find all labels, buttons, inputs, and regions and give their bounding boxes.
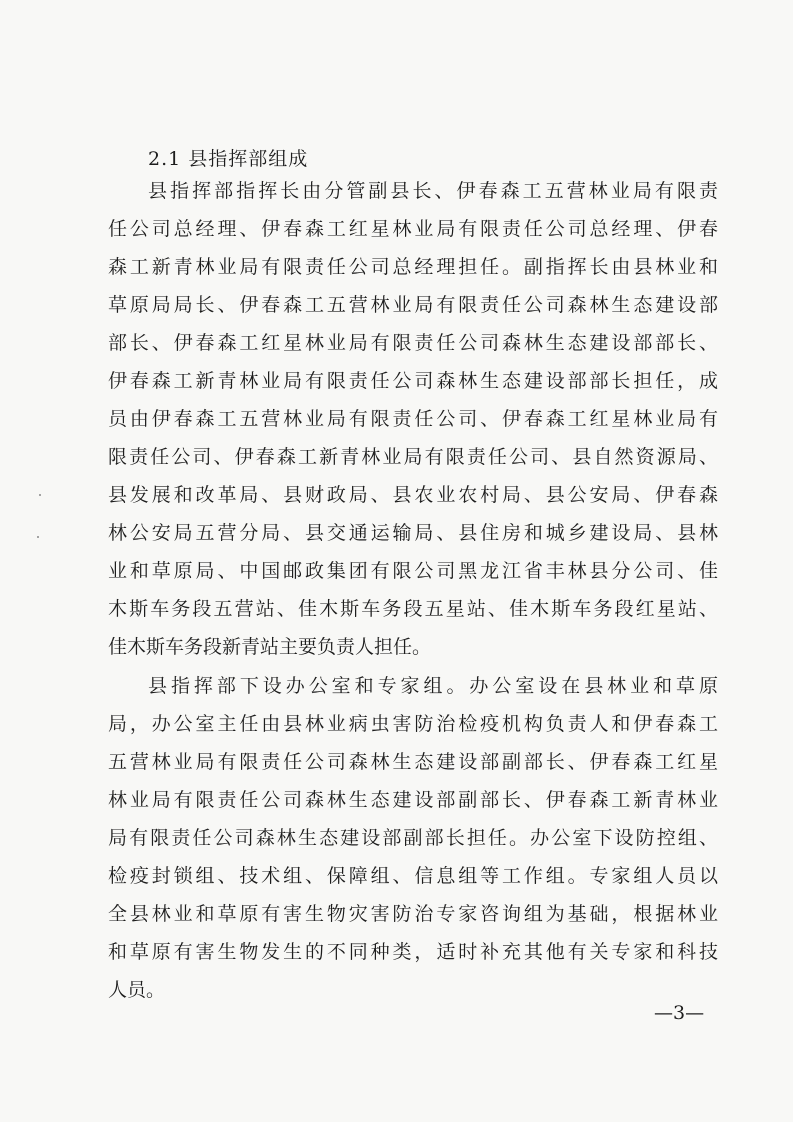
paragraph-line: 全县林业和草原有害生物灾害防治专家咨询组为基础，根据林业 <box>108 903 718 925</box>
paragraph-line: 五营林业局有限责任公司森林生态建设部副部长、伊春森工红星 <box>108 751 718 773</box>
scan-speck <box>37 536 39 538</box>
section-heading: 2.1 县指挥部组成 <box>148 148 309 170</box>
paragraph-line: 人员。 <box>108 979 166 1001</box>
paragraph-line: 检疫封锁组、技术组、保障组、信息组等工作组。专家组人员以 <box>108 865 718 887</box>
paragraph-line: 木斯车务段五营站、佳木斯车务段五星站、佳木斯车务段红星站、 <box>108 598 718 620</box>
paragraph-line: 佳木斯车务段新青站主要负责人担任。 <box>108 636 432 658</box>
paragraph-line: 林业局有限责任公司森林生态建设部副部长、伊春森工新青林业 <box>108 789 718 811</box>
paragraph-line: 县发展和改革局、县财政局、县农业农村局、县公安局、伊春森 <box>108 484 718 506</box>
paragraph-line: 县指挥部指挥长由分管副县长、伊春森工五营林业局有限责 <box>148 180 718 202</box>
paragraph-line: 局有限责任公司森林生态建设部副部长担任。办公室下设防控组、 <box>108 827 718 849</box>
paragraph-line: 林公安局五营分局、县交通运输局、县住房和城乡建设局、县林 <box>108 522 718 544</box>
paragraph-line: 伊春森工新青林业局有限责任公司森林生态建设部部长担任，成 <box>108 370 718 392</box>
paragraph-line: 县指挥部下设办公室和专家组。办公室设在县林业和草原 <box>148 675 718 697</box>
paragraph-line: 草原局局长、伊春森工五营林业局有限责任公司森林生态建设部 <box>108 294 718 316</box>
paragraph-line: 部长、伊春森工红星林业局有限责任公司森林生态建设部部长、 <box>108 332 718 354</box>
paragraph-line: 局，办公室主任由县林业病虫害防治检疫机构负责人和伊春森工 <box>108 713 718 735</box>
paragraph-line: 任公司总经理、伊春森工红星林业局有限责任公司总经理、伊春 <box>108 218 718 240</box>
paragraph-line: 业和草原局、中国邮政集团有限公司黑龙江省丰林县分公司、佳 <box>108 560 718 582</box>
paragraph-line: 和草原有害生物发生的不同种类，适时补充其他有关专家和科技 <box>108 941 718 963</box>
scan-speck <box>39 494 41 496</box>
paragraph-line: 限责任公司、伊春森工新青林业局有限责任公司、县自然资源局、 <box>108 446 718 468</box>
paragraph-line: 员由伊春森工五营林业局有限责任公司、伊春森工红星林业局有 <box>108 408 718 430</box>
paragraph-line: 森工新青林业局有限责任公司总经理担任。副指挥长由县林业和 <box>108 256 718 278</box>
page-number: —3— <box>654 1002 705 1024</box>
